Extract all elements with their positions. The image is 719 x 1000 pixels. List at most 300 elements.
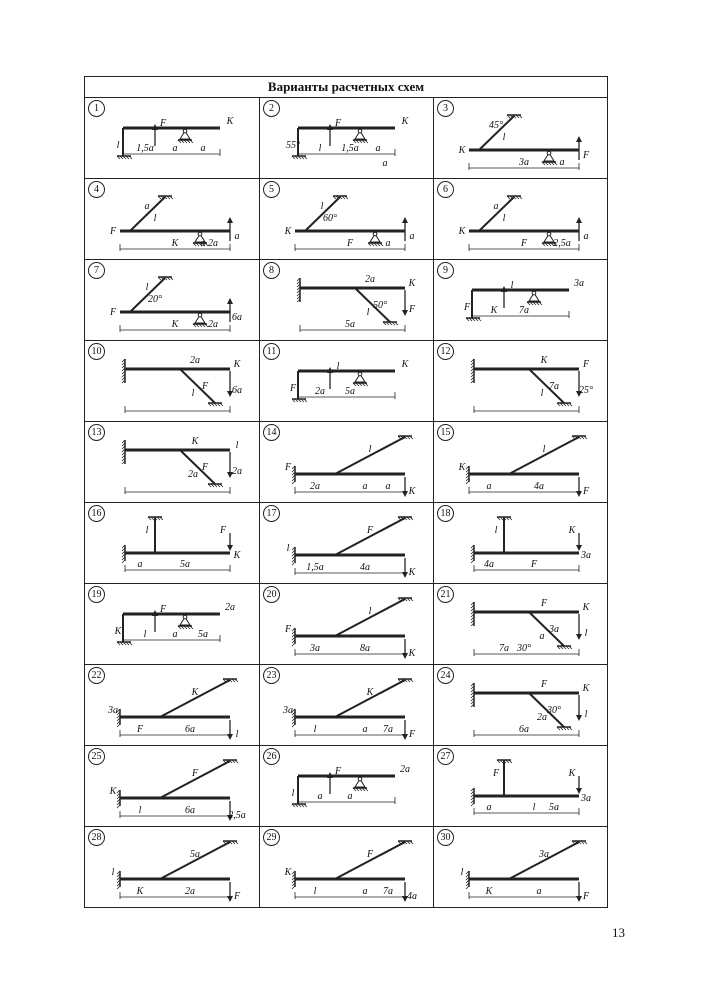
scheme-cell (434, 98, 607, 179)
scheme-label: F (408, 304, 416, 315)
scheme-label: 7a (549, 381, 559, 392)
scheme-label: l (111, 867, 115, 878)
scheme-label: 60° (323, 213, 337, 224)
scheme-cell (434, 260, 607, 341)
scheme-label: a (409, 231, 415, 242)
hatch-mark (122, 560, 125, 563)
variant-number: 24 (437, 667, 454, 684)
scheme-label: 6a (185, 805, 195, 816)
scheme-label: l (502, 213, 506, 224)
scheme-label: F (191, 768, 199, 779)
scheme-label: K (458, 226, 466, 237)
scheme-label: 2a (315, 386, 325, 397)
scheme-label: 1,5a (306, 562, 324, 573)
scheme-label: 2a (400, 764, 410, 775)
scheme-label: 20° (148, 294, 162, 305)
scheme-label: K (458, 462, 466, 473)
scheme-label: 6a (232, 385, 242, 396)
scheme-label: K (191, 687, 199, 698)
variant-number: 14 (263, 424, 280, 441)
scheme-label: 2a (232, 466, 242, 477)
rod-line (335, 437, 405, 474)
scheme-cell (260, 665, 434, 746)
hinge-icon (547, 151, 551, 155)
scheme-label: F (159, 118, 167, 129)
scheme-label: K (540, 355, 548, 366)
scheme-label: F (289, 383, 297, 394)
scheme-label: l (532, 802, 536, 813)
scheme-cell (85, 422, 260, 503)
scheme-label: 5a (549, 802, 559, 813)
scheme-label: l (584, 709, 588, 720)
hinge-icon (373, 232, 377, 236)
scheme-label: l (313, 886, 317, 897)
scheme-drawing (85, 503, 258, 583)
scheme-label: a (362, 724, 368, 735)
scheme-label: 4a (534, 481, 544, 492)
scheme-label: F (582, 891, 590, 902)
scheme-label: F (582, 359, 590, 370)
scheme-label: a (385, 238, 391, 249)
arrow-head-icon (576, 136, 582, 142)
scheme-label: K (568, 525, 576, 536)
scheme-label: 30° (517, 643, 531, 654)
scheme-cell (85, 98, 260, 179)
scheme-label: 3a (549, 624, 559, 635)
arrow-head-icon (227, 545, 233, 551)
scheme-cell (434, 827, 607, 908)
rod-line (509, 842, 579, 879)
scheme-label: 2a (188, 469, 198, 480)
scheme-label: l (191, 388, 195, 399)
scheme-drawing (434, 260, 607, 340)
scheme-label: 6a (519, 724, 529, 735)
scheme-cell (260, 422, 434, 503)
hatch-mark (466, 481, 469, 484)
hinge-icon (183, 129, 187, 133)
rod-line (160, 680, 230, 717)
scheme-label: l (145, 525, 149, 536)
scheme-cell (85, 827, 260, 908)
scheme-label: 2a (310, 481, 320, 492)
hatch-mark (466, 886, 469, 889)
scheme-label: a (559, 157, 565, 168)
scheme-label: l (320, 201, 324, 212)
scheme-label: 45° (489, 120, 503, 131)
scheme-cell (85, 341, 260, 422)
variant-number: 19 (88, 586, 105, 603)
hatch-mark (292, 886, 295, 889)
rod-line (335, 599, 405, 636)
scheme-label: 7a (519, 305, 529, 316)
variant-number: 13 (88, 424, 105, 441)
hinge-icon (547, 232, 551, 236)
scheme-drawing (260, 665, 433, 745)
scheme-label: 3a (519, 157, 529, 168)
scheme-cell (85, 665, 260, 746)
arrow-head-icon (576, 217, 582, 223)
variant-number: 5 (263, 181, 280, 198)
scheme-label: l (235, 440, 239, 451)
scheme-label: 7a (383, 724, 393, 735)
scheme-cell (260, 341, 434, 422)
scheme-drawing (85, 179, 258, 259)
scheme-drawing (260, 179, 433, 259)
scheme-label: l (143, 629, 147, 640)
scheme-label: l (336, 361, 340, 372)
scheme-label: K (582, 602, 590, 613)
scheme-drawing (85, 422, 258, 502)
scheme-label: K (408, 278, 416, 289)
scheme-label: F (284, 462, 292, 473)
scheme-drawing (85, 260, 258, 340)
variant-number: 9 (437, 262, 454, 279)
variant-number: 12 (437, 343, 454, 360)
scheme-drawing (434, 827, 607, 907)
scheme-label: 6a (232, 312, 242, 323)
scheme-label: K (114, 626, 122, 637)
scheme-label: a (493, 201, 499, 212)
scheme-label: K (136, 886, 144, 897)
variant-number: 18 (437, 505, 454, 522)
scheme-label: 5a (198, 629, 208, 640)
scheme-label: a (539, 631, 545, 642)
scheme-label: 7a (499, 643, 509, 654)
scheme-drawing (434, 341, 607, 421)
variant-number: 17 (263, 505, 280, 522)
scheme-label: 4a (484, 559, 494, 570)
scheme-label: 5a (190, 849, 200, 860)
scheme-drawing (260, 746, 433, 826)
scheme-label: a (172, 143, 178, 154)
scheme-label: K (284, 867, 292, 878)
hinge-icon (183, 615, 187, 619)
scheme-label: l (502, 132, 506, 143)
scheme-label: 25° (579, 385, 593, 396)
scheme-label: K (408, 486, 416, 497)
scheme-label: l (540, 388, 544, 399)
scheme-label: F (582, 486, 590, 497)
scheme-label: 3a (539, 849, 549, 860)
scheme-label: l (510, 280, 514, 291)
scheme-label: F (284, 624, 292, 635)
scheme-drawing (85, 584, 258, 664)
scheme-label: 2a (365, 274, 375, 285)
rod-line (335, 842, 405, 879)
scheme-label: 2a (208, 319, 218, 330)
arrow-head-icon (576, 634, 582, 640)
scheme-drawing (434, 503, 607, 583)
scheme-drawing (260, 98, 433, 178)
scheme-label: K (171, 238, 179, 249)
scheme-label: F (530, 559, 538, 570)
scheme-label: 2a (225, 602, 235, 613)
scheme-drawing (85, 98, 258, 178)
scheme-drawing (260, 827, 433, 907)
hinge-icon (358, 129, 362, 133)
rod-line (160, 842, 230, 879)
variant-number: 11 (263, 343, 280, 360)
hinge-icon (358, 777, 362, 781)
scheme-label: F (366, 525, 374, 536)
hatch-mark (292, 562, 295, 565)
scheme-label: 55° (286, 140, 300, 151)
scheme-drawing (434, 746, 607, 826)
scheme-drawing (434, 584, 607, 664)
scheme-cell (85, 584, 260, 665)
scheme-label: 3a (310, 643, 320, 654)
scheme-label: 2,5a (553, 238, 571, 249)
scheme-label: K (458, 145, 466, 156)
scheme-cell (260, 503, 434, 584)
variant-number: 1 (88, 100, 105, 117)
scheme-cell (85, 746, 260, 827)
hatch-mark (117, 724, 120, 727)
variant-number: 30 (437, 829, 454, 846)
hatch-mark (292, 481, 295, 484)
scheme-label: 1,5a (136, 143, 154, 154)
hatch-mark (471, 803, 474, 806)
scheme-label: 4a (360, 562, 370, 573)
scheme-label: F (136, 724, 144, 735)
scheme-label: F (219, 525, 227, 536)
scheme-label: K (366, 687, 374, 698)
scheme-label: F (582, 150, 590, 161)
scheme-label: 2a (190, 355, 200, 366)
scheme-label: l (366, 307, 370, 318)
scheme-label: K (171, 319, 179, 330)
scheme-drawing (260, 584, 433, 664)
hinge-icon (358, 372, 362, 376)
scheme-label: 3a (581, 793, 591, 804)
arrow-head-icon (576, 715, 582, 721)
variant-number: 29 (263, 829, 280, 846)
scheme-label: l (368, 444, 372, 455)
scheme-drawing (434, 179, 607, 259)
scheme-label: F (334, 766, 342, 777)
scheme-label: 3a (283, 705, 293, 716)
scheme-label: 2a (537, 712, 547, 723)
variant-number: 15 (437, 424, 454, 441)
scheme-cell (260, 584, 434, 665)
scheme-drawing (85, 746, 258, 826)
scheme-label: l (584, 628, 588, 639)
scheme-label: K (233, 550, 241, 561)
hatch-mark (117, 886, 120, 889)
variant-number: 2 (263, 100, 280, 117)
scheme-drawing (85, 341, 258, 421)
scheme-drawing (260, 422, 433, 502)
scheme-label: K (485, 886, 493, 897)
variant-number: 20 (263, 586, 280, 603)
scheme-label: l (145, 282, 149, 293)
scheme-label: K (568, 768, 576, 779)
variant-number: 28 (88, 829, 105, 846)
scheme-label: 3a (108, 705, 118, 716)
arrow-head-icon (227, 217, 233, 223)
scheme-drawing (260, 341, 433, 421)
scheme-label: a (200, 238, 206, 249)
variant-number: 21 (437, 586, 454, 603)
scheme-label: 3a (574, 278, 584, 289)
scheme-label: F (346, 238, 354, 249)
scheme-drawing (260, 503, 433, 583)
scheme-label: a (137, 559, 143, 570)
variant-number: 27 (437, 748, 454, 765)
scheme-cell (260, 179, 434, 260)
rod-line (160, 761, 230, 798)
hatch-mark (471, 560, 474, 563)
hatch-mark (292, 643, 295, 646)
arrow-head-icon (402, 217, 408, 223)
scheme-label: l (153, 213, 157, 224)
scheme-label: 5a (345, 386, 355, 397)
scheme-label: F (201, 462, 209, 473)
variant-number: 16 (88, 505, 105, 522)
scheme-label: 1,5a (341, 143, 359, 154)
scheme-label: a (317, 791, 323, 802)
variant-number: 10 (88, 343, 105, 360)
scheme-label: K (582, 683, 590, 694)
variant-number: 26 (263, 748, 280, 765)
scheme-label: K (191, 436, 199, 447)
scheme-label: K (408, 567, 416, 578)
scheme-label: F (201, 381, 209, 392)
arrow-head-icon (227, 298, 233, 304)
variant-number: 23 (263, 667, 280, 684)
scheme-cell (434, 422, 607, 503)
scheme-label: K (233, 359, 241, 370)
scheme-label: a (362, 481, 368, 492)
scheme-label: l (460, 867, 464, 878)
scheme-label: a (382, 158, 388, 169)
scheme-label: l (494, 525, 498, 536)
scheme-label: 3a (581, 550, 591, 561)
scheme-label: a (144, 201, 150, 212)
variant-number: 25 (88, 748, 105, 765)
scheme-label: 2,5a (228, 810, 246, 821)
scheme-label: a (375, 143, 381, 154)
scheme-label: 8a (360, 643, 370, 654)
scheme-cell (85, 179, 260, 260)
scheme-label: F (463, 302, 471, 313)
scheme-cell (260, 827, 434, 908)
variants-table (84, 76, 608, 908)
scheme-label: K (401, 116, 409, 127)
variant-number: 4 (88, 181, 105, 198)
scheme-label: l (318, 143, 322, 154)
scheme-label: 6a (185, 724, 195, 735)
hinge-icon (532, 291, 536, 295)
scheme-label: l (286, 543, 290, 554)
scheme-label: F (109, 307, 117, 318)
scheme-label: l (116, 140, 120, 151)
scheme-label: 5a (345, 319, 355, 330)
scheme-label: F (408, 729, 416, 740)
scheme-label: a (385, 481, 391, 492)
scheme-cell (85, 503, 260, 584)
scheme-label: a (172, 629, 178, 640)
scheme-drawing (260, 260, 433, 340)
scheme-label: l (368, 606, 372, 617)
scheme-label: F (520, 238, 528, 249)
scheme-cell (434, 179, 607, 260)
scheme-drawing (434, 98, 607, 178)
scheme-label: a (200, 143, 206, 154)
variant-number: 22 (88, 667, 105, 684)
scheme-label: F (334, 118, 342, 129)
scheme-cell (85, 260, 260, 341)
rod-line (335, 680, 405, 717)
scheme-label: a (486, 802, 492, 813)
scheme-label: l (291, 788, 295, 799)
scheme-label: F (159, 604, 167, 615)
scheme-label: a (583, 231, 589, 242)
variant-number: 3 (437, 100, 454, 117)
scheme-label: 5a (180, 559, 190, 570)
scheme-label: F (233, 891, 241, 902)
scheme-label: 50° (373, 300, 387, 311)
scheme-label: F (540, 598, 548, 609)
scheme-label: F (366, 849, 374, 860)
hinge-icon (198, 313, 202, 317)
scheme-label: F (492, 768, 500, 779)
scheme-label: l (138, 805, 142, 816)
arrow-head-icon (402, 310, 408, 316)
scheme-label: a (347, 791, 353, 802)
scheme-label: K (284, 226, 292, 237)
scheme-label: l (313, 724, 317, 735)
scheme-label: l (542, 444, 546, 455)
scheme-label: K (490, 305, 498, 316)
scheme-cell (434, 341, 607, 422)
scheme-label: a (362, 886, 368, 897)
table-title: Варианты расчетных схем (85, 77, 607, 98)
scheme-cell (260, 98, 434, 179)
scheme-drawing (85, 665, 258, 745)
scheme-label: K (109, 786, 117, 797)
variant-number: 7 (88, 262, 105, 279)
variant-number: 8 (263, 262, 280, 279)
scheme-label: 2a (185, 886, 195, 897)
scheme-label: K (226, 116, 234, 127)
scheme-label: K (401, 359, 409, 370)
variant-number: 6 (437, 181, 454, 198)
scheme-label: a (234, 231, 240, 242)
scheme-label: K (408, 648, 416, 659)
scheme-label: F (540, 679, 548, 690)
scheme-label: 30° (547, 705, 561, 716)
scheme-drawing (434, 665, 607, 745)
page-number: 13 (612, 925, 625, 940)
scheme-label: 7a (383, 886, 393, 897)
scheme-label: F (109, 226, 117, 237)
hatch-mark (117, 805, 120, 808)
hatch-mark (292, 724, 295, 727)
scheme-cell (260, 746, 434, 827)
scheme-drawing (85, 827, 258, 907)
scheme-cell (434, 584, 607, 665)
scheme-label: a (486, 481, 492, 492)
scheme-cell (434, 746, 607, 827)
rod-line (335, 518, 405, 555)
scheme-label: 2a (208, 238, 218, 249)
scheme-label: 4a (407, 891, 417, 902)
scheme-drawing (434, 422, 607, 502)
scheme-label: l (235, 729, 239, 740)
rod-line (180, 369, 215, 403)
scheme-cell (260, 260, 434, 341)
